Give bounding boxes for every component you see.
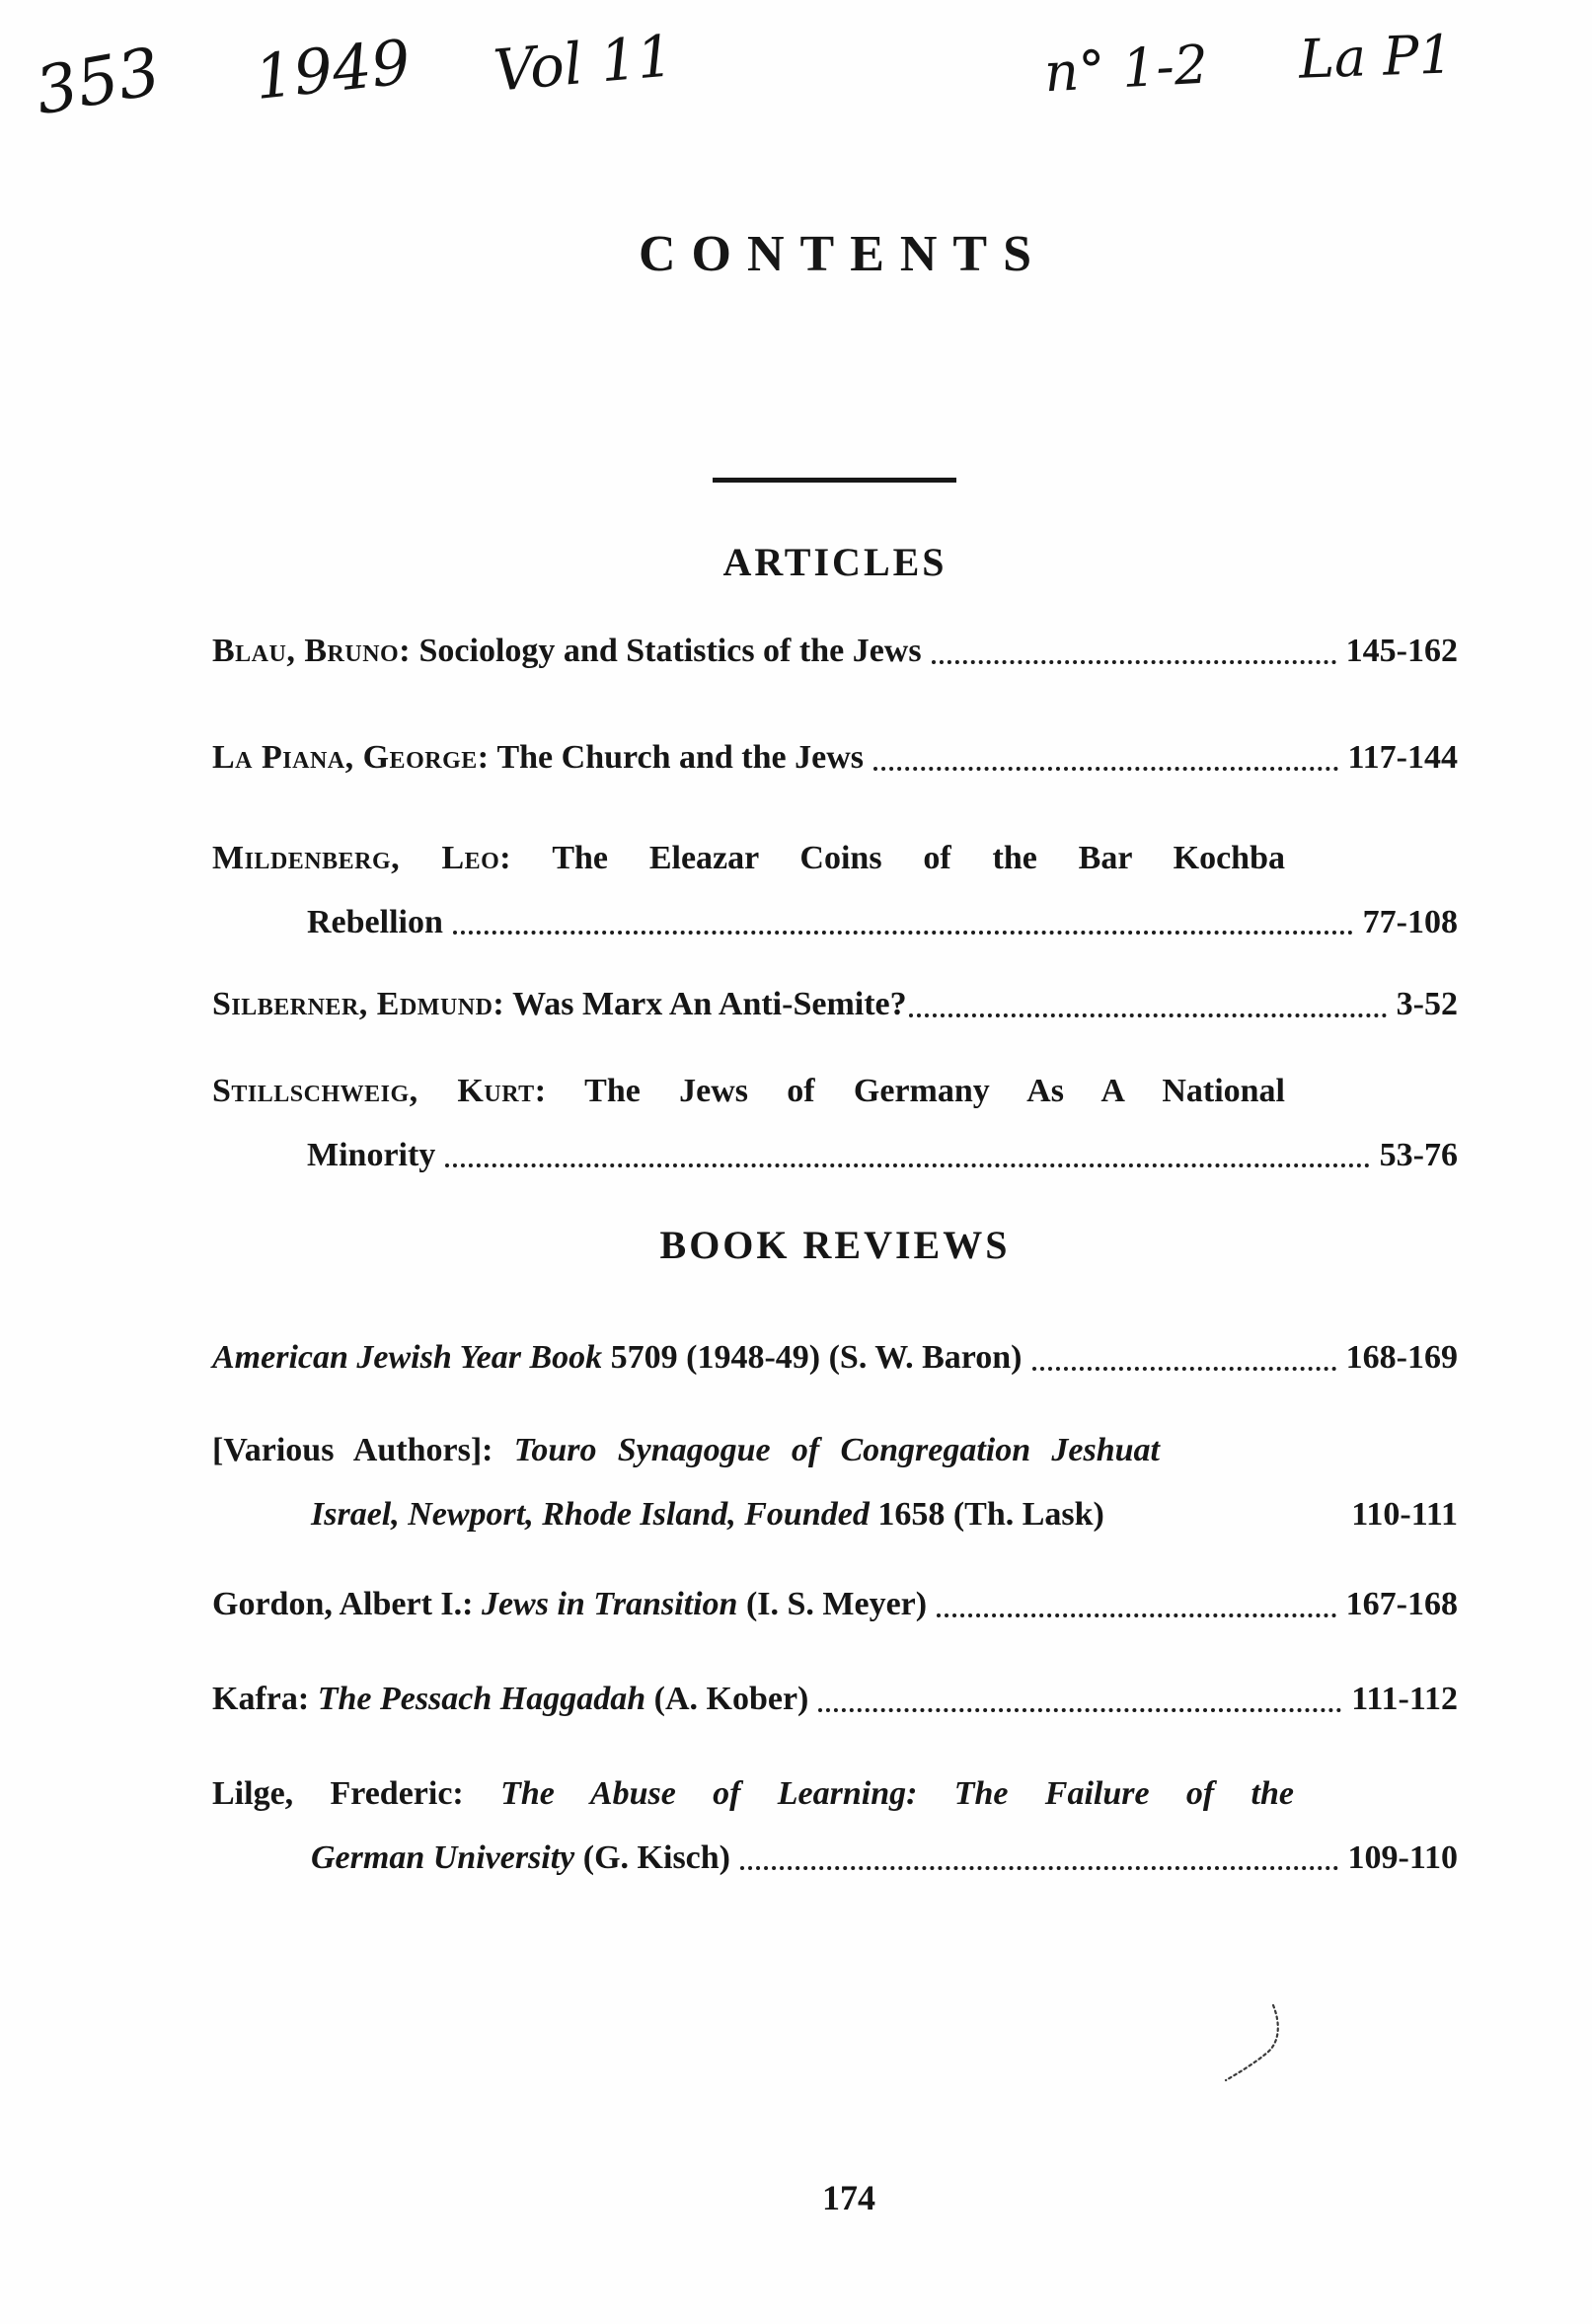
dot-leader [873,767,1338,771]
entry-pages: 145-162 [1345,633,1458,669]
review-detail: 1658 (Th. Lask) [869,1495,1104,1533]
entry-author: Mildenberg, Leo: [212,840,512,876]
book-reviews-heading: BOOK REVIEWS [659,1223,1011,1267]
entry-pages: 77-108 [1362,903,1458,940]
toc-entry-silberner [212,983,1458,1026]
dot-leader [937,1613,1336,1617]
entry-title-continuation: Minority [307,1136,436,1173]
entry-pages: 167-168 [1345,1586,1458,1622]
entry-title: Sociology and Statistics of the Jews [411,633,922,669]
entry-title: The Eleazar Coins of the Bar Kochba [511,840,1285,876]
review-entry-gordon [212,1583,1458,1626]
review-author: Kafra: [212,1681,318,1717]
review-title-continuation: Israel, Newport, Rhode Island, Founded [311,1495,870,1533]
review-title: American Jewish Year Book [212,1339,603,1376]
dot-leader [445,1163,1369,1167]
toc-entry-mildenberg [212,837,1458,943]
toc-entry-la-piana [212,736,1458,780]
review-detail: (A. Kober) [645,1681,809,1717]
handwritten-issue: n° 1-2 [1042,33,1210,105]
entry-title: The Church and the Jews [489,739,865,776]
dot-leader [818,1708,1341,1712]
handwritten-catalog-number: 353 [30,33,166,130]
folio-page-number: 174 [822,2178,875,2217]
review-author: Lilge, Frederic: [212,1775,501,1812]
articles-heading: ARTICLES [722,540,948,584]
entry-author: Stillschweig, Kurt: [212,1073,547,1109]
review-title-continuation: German University [311,1838,575,1876]
entry-title: The Jews of Germany As A National [546,1073,1285,1109]
review-entry-lilge [212,1772,1458,1879]
review-entry-baron [212,1336,1458,1380]
dot-leader [932,660,1336,664]
entry-pages: 168-169 [1345,1339,1458,1376]
handwritten-note: La P1 [1297,23,1454,91]
entry-pages: 109-110 [1347,1838,1458,1876]
review-entry-touro [212,1429,1458,1536]
dot-leader [1032,1367,1336,1371]
handwritten-volume: Vol 11 [491,22,676,105]
dot-leader [740,1866,1338,1870]
review-detail: 5709 (1948-49) (S. W. Baron) [602,1339,1023,1376]
title-divider-rule [713,478,956,483]
dot-leader [909,1013,1387,1017]
entry-pages: 111-112 [1351,1681,1458,1717]
handwritten-year: 1949 [251,25,415,114]
toc-entry-blau [212,630,1458,673]
entry-pages: 53-76 [1379,1136,1458,1173]
review-entry-kafra [212,1678,1458,1721]
entry-pages: 110-111 [1351,1495,1458,1533]
review-authors: [Various Authors]: [212,1432,514,1468]
pen-stroke-mark [1212,1991,1301,2100]
dot-leader [453,931,1353,935]
review-detail: (I. S. Meyer) [737,1586,928,1622]
review-detail: (G. Kisch) [574,1838,730,1876]
toc-entry-stillschweig [212,1070,1458,1176]
entry-title-continuation: Rebellion [307,903,443,940]
entry-pages: 117-144 [1347,739,1458,776]
review-title: Jews in Transition [481,1586,738,1622]
entry-pages: 3-52 [1396,986,1458,1022]
entry-author: La Piana, George: [212,739,490,776]
entry-title: Was Marx An Anti-Semite? [504,986,907,1022]
entry-author: Blau, Bruno: [212,633,412,669]
page-title: CONTENTS [638,226,1048,282]
entry-author: Silberner, Edmund: [212,986,505,1022]
review-title: The Abuse of Learning: The Failure of the [500,1775,1294,1812]
review-author: Gordon, Albert I.: [212,1586,482,1622]
review-title: Touro Synagogue of Congregation Jeshuat [513,1432,1160,1468]
review-title: The Pessach Haggadah [317,1681,646,1717]
